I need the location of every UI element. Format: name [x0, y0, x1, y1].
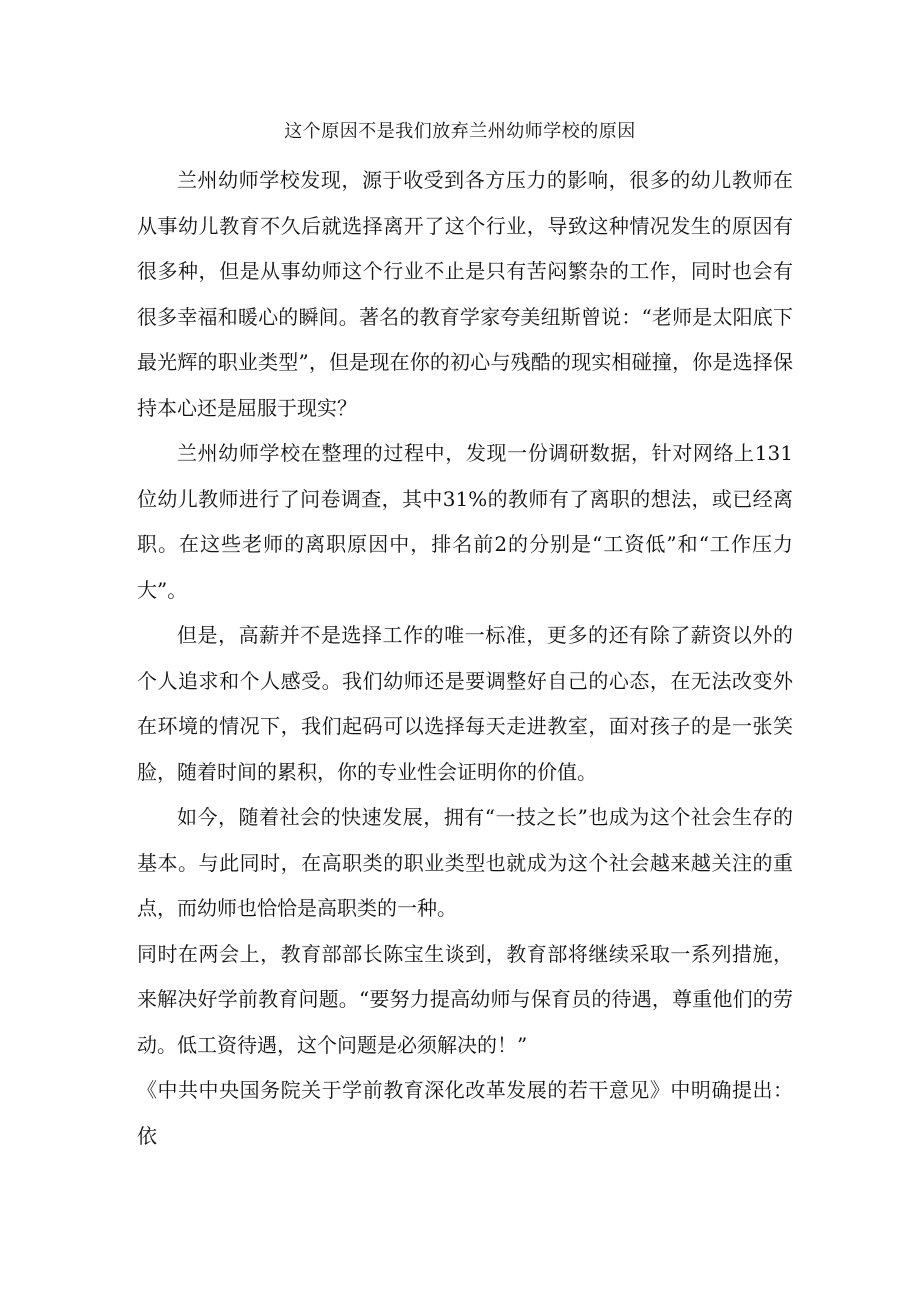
document-body	[137, 158, 793, 1159]
paragraph-3: 但是，高薪并不是选择工作的唯一标准，更多的还有除了薪资以外的个人追求和个人感受。我们幼师还是要调整好自己的心态，在无法改变外在环境的情况下，我们起码可以选择每天走进教室，面对孩子的是一张笑脸，随着时间的累积，你的专业性会证明你的价值。	[137, 623, 793, 784]
document-title: 这个原因不是我们放弃兰州幼师学校的原因	[284, 121, 636, 142]
paragraph-6: 《中共中央国务院关于学前教育深化改革发展的若干意见》中明确提出：依	[137, 1078, 793, 1148]
paragraph-5: 同时在两会上，教育部部长陈宝生谈到，教育部将继续采取一系列措施，来解决好学前教育问题。“要努力提高幼师与保育员的待遇，尊重他们的劳动。低工资待遇，这个问题是必须解决的！”	[137, 941, 793, 1057]
paragraph-4: 如今，随着社会的快速发展，拥有“一技之长”也成为这个社会生存的基本。与此同时，在高职类的职业类型也就成为这个社会越来越关注的重点，而幼师也恰恰是高职类的一种。	[137, 805, 793, 920]
paragraph-2: 兰州幼师学校在整理的过程中，发现一份调研数据，针对网络上131位幼儿教师进行了问卷调查，其中31%的教师有了离职的想法，或已经离职。在这些老师的离职原因中，排名前2的分别是“工资低”和“工作压力大”。	[137, 441, 793, 602]
paragraph-1: 兰州幼师学校发现，源于收受到各方压力的影响，很多的幼儿教师在从事幼儿教育不久后就选择离开了这个行业，导致这种情况发生的原因有很多种，但是从事幼师这个行业不止是只有苦闷繁杂的工作，同时也会有很多幸福和暖心的瞬间。著名的教育学家夸美纽斯曾说：“老师是太阳底下最光辉的职业类型”，但是现在你的初心与残酷的现实相碰撞，你是选择保持本心还是屈服于现实？	[137, 168, 793, 420]
